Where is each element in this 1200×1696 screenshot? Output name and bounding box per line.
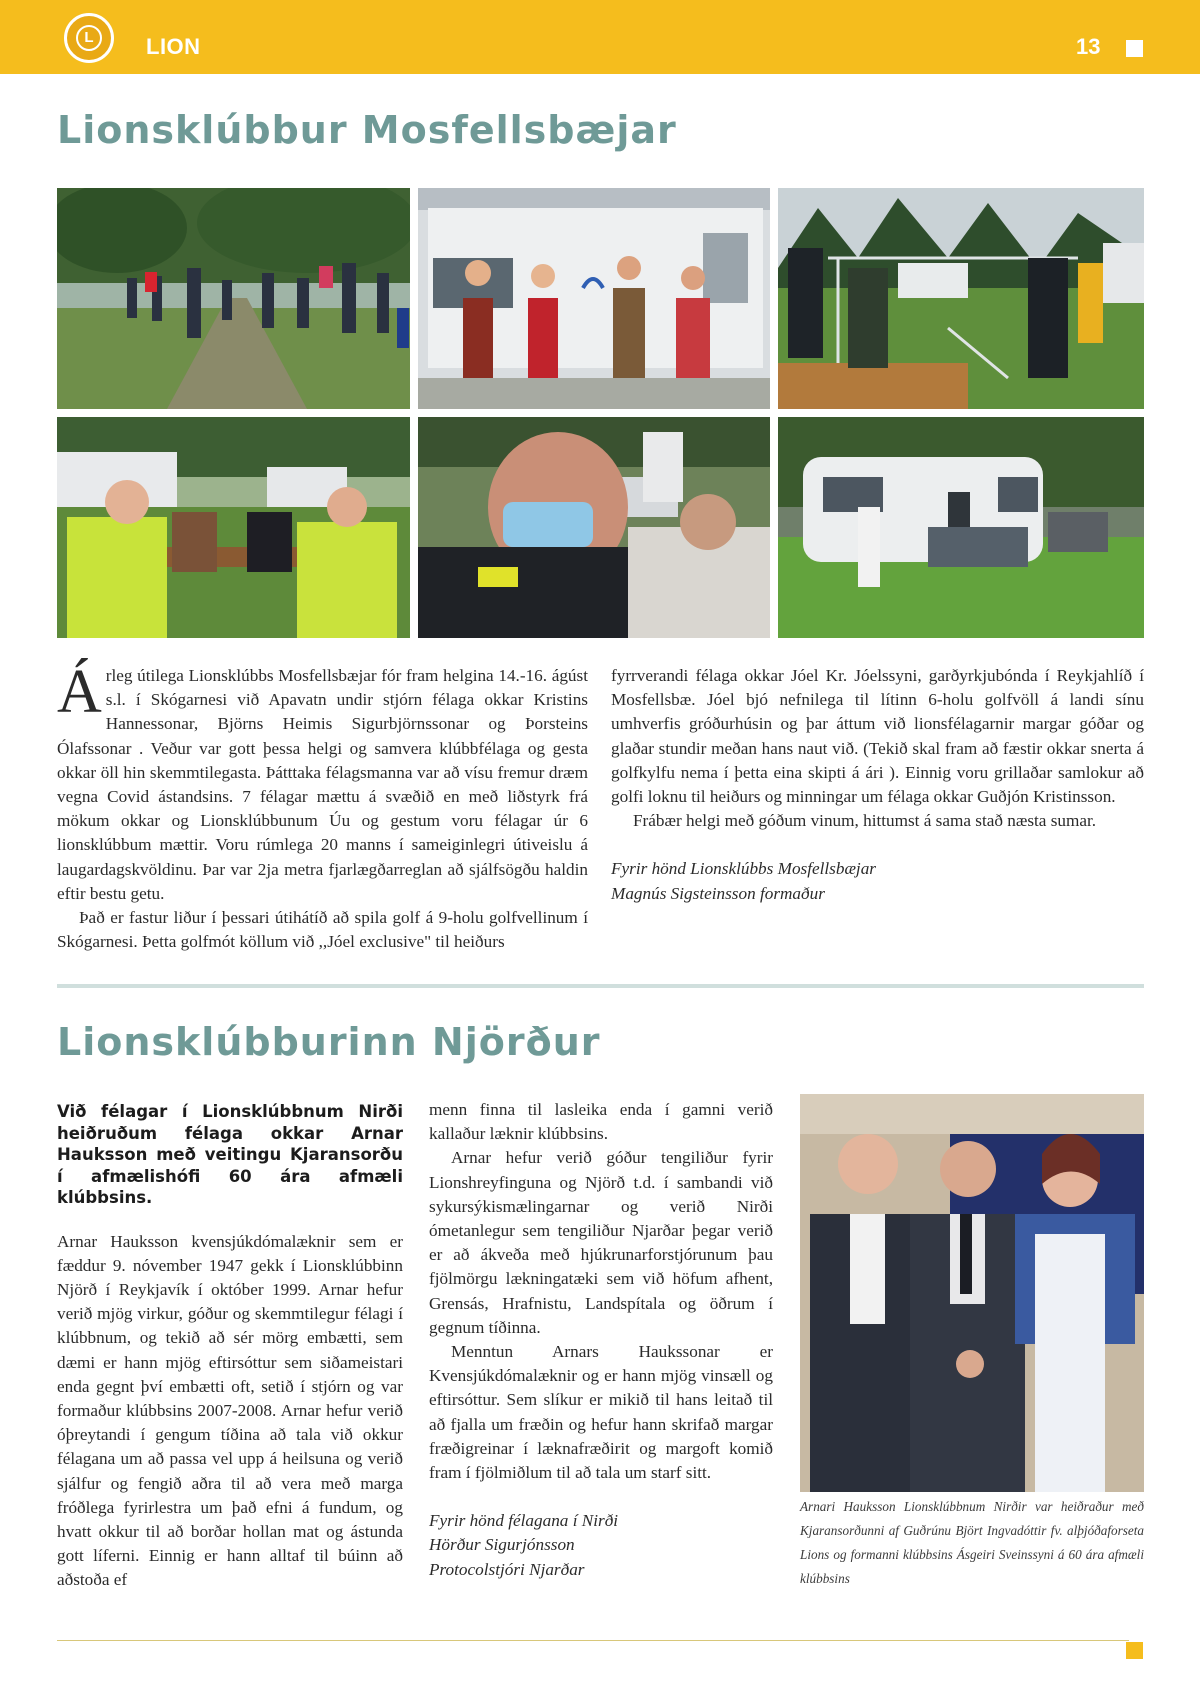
article2-signature-line-3: Protocolstjóri Njarðar bbox=[429, 1559, 585, 1579]
article1-title: Lionsklúbbur Mosfellsbæjar bbox=[57, 108, 677, 152]
article2-column-1 bbox=[57, 1101, 403, 1593]
article2-column-2 bbox=[429, 1098, 773, 1582]
photo-caravan-campsite bbox=[778, 417, 1144, 638]
photo-masked-man bbox=[418, 417, 770, 638]
article1-column-2 bbox=[611, 664, 1144, 906]
photo-caravan-costumes bbox=[418, 188, 770, 409]
page-marker-square bbox=[1126, 40, 1143, 57]
article1-column-1 bbox=[57, 658, 588, 954]
photo-golf-group bbox=[57, 188, 410, 409]
article2-paragraph-1: Arnar Hauksson kvensjúkdómalæknir sem er fæddur 9. nóvember 1947 gekk í Lionsklúbbinn Njörð í Reykjavík í október 1999. Arnar hefur verið mjög virkur, góður og skemmtilegur félagi í klúbbnum, og tekið að sér mörg embætti, sem dæmi er hann mjög eftirsóttur sem siðameistari enda gegnt því embætti oft, setið í stjórn og var formaður klúbbsins 2007-2008. Arnar hefur verið óþreytandi í gengum tíðina að tala við okkur félagana um að passa vel upp á heilsuna og verið sjálfur og fengið aðra til að vera með marga fróðlega fyrirlestra um það efni á fundum, og hvatt okkur til að borðar hollan mat og ástunda gott líferni. Einnig er hann alltaf til búinn að aðstoða ef bbox=[57, 1231, 403, 1590]
article1-signature-line-2: Magnús Sigsteinsson formaður bbox=[611, 883, 825, 903]
article2-lead: Við félagar í Lionsklúbbnum Nirði heiðruðum félaga okkar Arnar Hauksson með veitingu Kjaransorðu í afmælishófi 60 ára afmæli klúbbsins. bbox=[57, 1102, 403, 1207]
article2-paragraph-3: Arnar hefur verið góður tengiliður fyrir Lionshreyfinguna og Njörð t.d. í sambandi við sykursýkismælingarnar og verið Nirði ómetanlegur sem tengiliður Njarðar þegar verið er að ákveða með hjúkrunarforstjórunum þau fjölmörgu lækningatæki sem við höfum afhent, Grensás, Hrafnistu, Landspítala og öðrum í gegnum tíðinna. bbox=[429, 1148, 773, 1337]
logo-letter: L bbox=[76, 25, 102, 51]
article1-paragraph-2: Það er fastur liður í þessari útihátíð að spila golf á 9-holu golfvellinum í Skógarnesi. Þetta golfmót köllum við ,,Jóel exclusive" til heiðurs bbox=[57, 908, 588, 952]
award-photo-caption: Arnari Hauksson Lionsklúbbnum Nirðir var heiðraður með Kjaransorðunni af Guðrúnu Björt Ingvadóttir fv. alþjóðaforseta Lions og formanni klúbbsins Ásgeiri Sveinssyni á 60 ára afmæli klúbbsins bbox=[800, 1499, 1144, 1586]
section-divider bbox=[57, 984, 1144, 988]
photo-tent-setup bbox=[778, 188, 1144, 409]
footer-marker-square bbox=[1126, 1642, 1143, 1659]
article1-paragraph-4: Frábær helgi með góðum vinum, hittumst á sama stað næsta sumar. bbox=[633, 811, 1097, 831]
photo-award-ceremony bbox=[800, 1094, 1144, 1492]
article1-paragraph-1: rleg útilega Lionsklúbbs Mosfellsbæjar fór fram helgina 14.-16. ágúst s.l. í Skógarnesi við Apavatn undir stjórn félaga okkar Kristins Hannessonar, Björns Heimis Sigurbjörnssonar og Þorsteins Ólafssonar . Veður var gott þessa helgi og samvera klúbbfélaga og gesta okkar öll hin skemmtilegasta. Þátttaka félagsmanna var að vísu fremur dræm vegna Covid ástandsins. 7 félagar mættu á svæðið en með liðstyrk frá mökum okkar og Lionsklúbbunum Úu og gestum voru félagar úr 6 lionsklúbbum mættir. Voru rúmlega 20 manns í sameiginlegri útiveislu á laugardagskvöldinu. Þar var 2ja metra fjarlægðarreglan að sjálfsögðu haldin eftir bestu getu. bbox=[57, 666, 588, 903]
article2-paragraph-4: Menntun Arnars Haukssonar er Kvensjúkdómalæknir og er hann mjög vinsæll og eftirsóttur. Sem slíkur er mikið til hans leitað til að fjalla um fræðin og hefur hann skrifað margar fræðigreinar í læknafræðirit og margoft komið fram í fjölmiðlum til að tala um starf sitt. bbox=[429, 1342, 773, 1483]
footer-rule bbox=[57, 1640, 1129, 1641]
lions-logo-icon bbox=[64, 13, 114, 63]
article2-signature-line-1: Fyrir hönd félagana í Nirði bbox=[429, 1511, 619, 1531]
page-number: 13 bbox=[1076, 34, 1101, 59]
article1-dropcap: Á bbox=[57, 658, 102, 726]
article2-signature-line-2: Hörður Sigurjónsson bbox=[429, 1535, 575, 1555]
article1-paragraph-3: fyrrverandi félaga okkar Jóel Kr. Jóelssyni, garðyrkjubónda í Reykjahlíð í Mosfellsbæ. Jóel bjó nefnilega til lítinn 6-holu golfvöll á landi sínu umhverfis gróðurhúsin og þar áttum við lionsfélagarnir margar góðar og glaðar stundir meðan hans naut við. (Tekið skal fram að fæstir okkar snerta á golfkylfu nema í þetta eina skipti á ári ). Einnig voru grillaðar samlokur að golfi loknu til heiðurs og minningar um félaga okkar Guðjón Kristinsson. bbox=[611, 666, 1144, 807]
article1-signature-line-1: Fyrir hönd Lionsklúbbs Mosfellsbæjar bbox=[611, 859, 876, 879]
article2-title: Lionsklúbburinn Njörður bbox=[57, 1020, 601, 1064]
article2-paragraph-2: menn finna til lasleika enda í gamni verið kallaður læknir klúbbsins. bbox=[429, 1100, 773, 1144]
magazine-name: LION bbox=[146, 34, 201, 59]
photo-picnic-table bbox=[57, 417, 410, 638]
header-bar bbox=[0, 0, 1200, 74]
